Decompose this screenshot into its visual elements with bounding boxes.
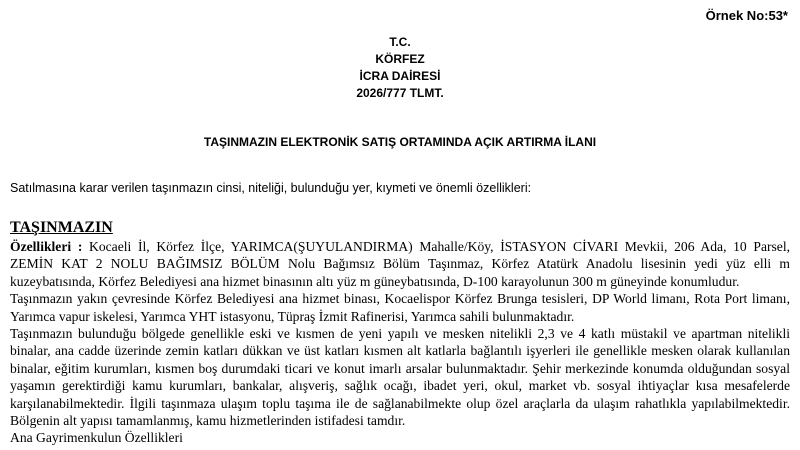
surroundings-paragraph: Taşınmazın yakın çevresinde Körfez Belediyesi ana hizmet binası, Kocaelispor Körfez Brunga tesisleri, DP World limanı, Rota Port limanı, Yarımca vapur iskelesi, Yarımca YHT istasyonu, Tüpraş İzmit Rafinerisi, Yarımca sahili bulunmaktadır. — [10, 291, 790, 324]
header-city: KÖRFEZ — [375, 52, 425, 66]
features-label: Özellikleri : — [10, 239, 83, 254]
main-property-heading: Ana Gayrimenkulun Özellikleri — [10, 430, 183, 446]
court-header — [0, 34, 800, 102]
section-heading: TAŞINMAZIN — [10, 219, 113, 236]
intro-text: Satılmasına karar verilen taşınmazın cinsi, niteliği, bulunduğu yer, kıymeti ve önemli özellikleri: — [10, 181, 532, 195]
header-tc: T.C. — [389, 35, 411, 49]
property-description — [10, 238, 790, 447]
document-title: TAŞINMAZIN ELEKTRONİK SATIŞ ORTAMINDA AÇIK ARTIRMA İLANI — [203, 135, 597, 149]
region-paragraph: Taşınmazın bulunduğu bölgede genellikle eski ve kısmen de yeni yapılı ve mesken nitelikli 2,3 ve 4 katlı müstakil ve apartman nitelikli binalar, ana cadde üzerinde zemin katları dükkan ve üst katları kısmen alt katlarla bağlantılı işyerleri ile genellikle mesken olarak kullanılan binalar, eğitim kurumları, kısmen boş durumdaki ticari ve konut imarlı arsalar bulunmaktadır. Şehir merkezinde konumda olduğundan sosyal yaşamın gerektirdiği kamu kurumları, bankalar, alışveriş, sağlık ocağı, ibadet yeri, okul, market vb. sosyal ihtiyaçlar kısa mesafelerde karşılanabilmektedir. İlgili taşınmaza ulaşım toplu taşıma ile de sağlanabilmekte olup özel araçlarla da ulaşım rahatlıkla yapılabilmektedir. Bölgenin alt yapısı tamamlanmış, kamu hizmetlerinden istifadesi tamdır. — [10, 326, 790, 429]
header-file-number: 2026/777 TLMT. — [356, 86, 444, 100]
sample-number: Örnek No:53* — [705, 8, 788, 23]
header-office: İCRA DAİRESİ — [359, 69, 441, 83]
features-text: Kocaeli İl, Körfez İlçe, YARIMCA(ŞUYULANDIRMA) Mahalle/Köy, İSTASYON CİVARI Mevkii, 206 Ada, 10 Parsel, ZEMİN KAT 2 NOLU BAĞIMSIZ BÖLÜM Nolu Bağımsız Bölüm Taşınmaz, Körfez Atatürk Anadolu lisesinin yedi yüz elli m kuzeybatısında, Körfez Belediyesi ana hizmet binasının altı yüz m güneybatısında, D-100 karayolunun 300 m güneyinde konumludur. — [10, 239, 791, 289]
features-paragraph — [10, 238, 790, 290]
